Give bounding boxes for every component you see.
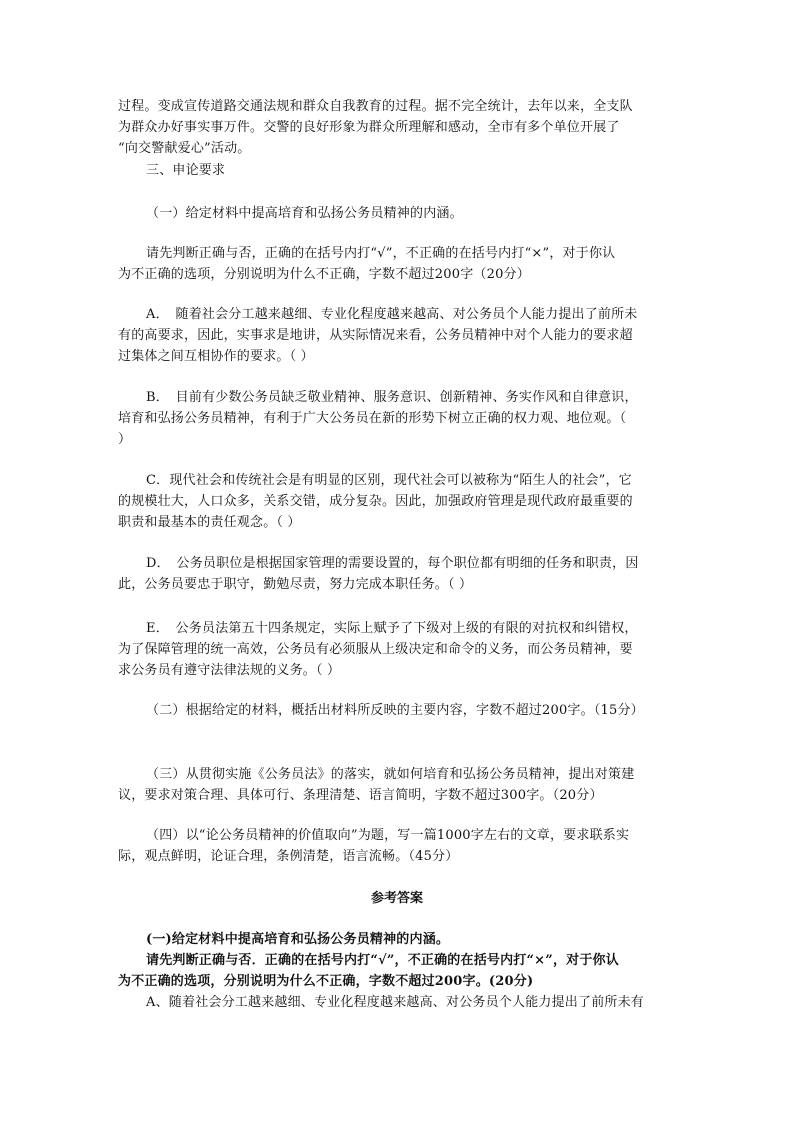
option-c-line: C．现代社会和传统社会是有明显的区别，现代社会可以被称为“陌生人的社会”，它 xyxy=(146,473,632,488)
option-b-line: ） xyxy=(118,432,132,447)
body-text-line: 为群众办好事实事万件。交警的良好形象为群众所理解和感动，全市有多个单位开展了 xyxy=(118,120,620,135)
option-e-line: 求公务员有遵守法律法规的义务。（ ） xyxy=(118,663,341,678)
answer-heading: 参考答案 xyxy=(370,891,423,906)
option-b-line: 培育和弘扬公务员精神，有利于广大公务员在新的形势下树立正确的权力观、地位观。（ xyxy=(118,411,627,426)
body-text-line: 过程。变成宣传道路交通法规和群众自我教育的过程。据不完全统计，去年以来，全支队 xyxy=(118,99,633,114)
option-e-line: E． 公务员法第五十四条规定，实际上赋予了下级对上级的有限的对抗权和纠错权， xyxy=(146,621,638,636)
body-text-line: “向交警献爱心”活动。 xyxy=(118,141,251,156)
answer-instruction-line: 为不正确的选项，分别说明为什么不正确，字数不超过200字。(20分) xyxy=(118,974,534,989)
answer-instruction-line: 请先判断正确与否．正确的在括号内打“√”，不正确的在括号内打“×”，对于你认 xyxy=(146,953,619,968)
option-e-line: 为了保障管理的统一高效，公务员有必须服从上级决定和命令的义务，而公务员精神，要 xyxy=(118,642,633,657)
question-four-line: （四）以“论公务员精神的价值取向”为题，写一篇1000字左右的文章，要求联系实 xyxy=(146,828,630,843)
option-b-line: B． 目前有少数公务员缺乏敬业精神、服务意识、创新精神、务实作风和自律意识， xyxy=(146,390,638,405)
question-two: （二）根据给定的材料，概括出材料所反映的主要内容，字数不超过200字。（15分） xyxy=(146,703,644,718)
option-a-line: A． 随着社会分工越来越细、专业化程度越来越高、对公务员个人能力提出了前所未 xyxy=(146,307,638,322)
option-c-line: 职责和最基本的责任观念。（ ） xyxy=(118,515,301,530)
question-heading: （一）给定材料中提高培育和弘扬公务员精神的内涵。 xyxy=(146,206,463,221)
option-a-line: 过集体之间互相协作的要求。（ ） xyxy=(118,349,314,364)
question-three-line: 议，要求对策合理、具体可行、条理清楚、语言简明，字数不超过300字。（20分） xyxy=(118,788,603,803)
question-three-line: （三）从贯彻实施《公务员法》的落实，就如何培育和弘扬公务员精神，提出对策建 xyxy=(146,767,635,782)
option-a-line: 有的高要求，因此，实事求是地讲，从实际情况来看，公务员精神中对个人能力的要求超 xyxy=(118,328,633,343)
section-heading: 三、申论要求 xyxy=(146,163,226,178)
answer-option-a-line: A、随着社会分工越来越细、专业化程度越来越高、对公务员个人能力提出了前所未有 xyxy=(146,995,644,1010)
option-d-line: 此，公务员要忠于职守，勤勉尽责，努力完成本职任务。（ ） xyxy=(118,577,473,592)
option-d-line: D． 公务员职位是根据国家管理的需要设置的，每个职位都有明细的任务和职责，因 xyxy=(146,556,639,571)
answer-section-heading: (一)给定材料中提高培育和弘扬公务员精神的内涵。 xyxy=(146,932,450,947)
option-c-line: 的规模壮大，人口众多，关系交错，成分复杂。因此，加强政府管理是现代政府最重要的 xyxy=(118,494,633,509)
instruction-line: 为不正确的选项，分别说明为什么不正确，字数不超过200字（20分） xyxy=(118,267,530,282)
instruction-line: 请先判断正确与否，正确的在括号内打“√”，不正确的在括号内打“×”，对于你认 xyxy=(146,246,616,261)
question-four-line: 际，观点鲜明，论证合理，条例清楚，语言流畅。（45分） xyxy=(118,849,459,864)
